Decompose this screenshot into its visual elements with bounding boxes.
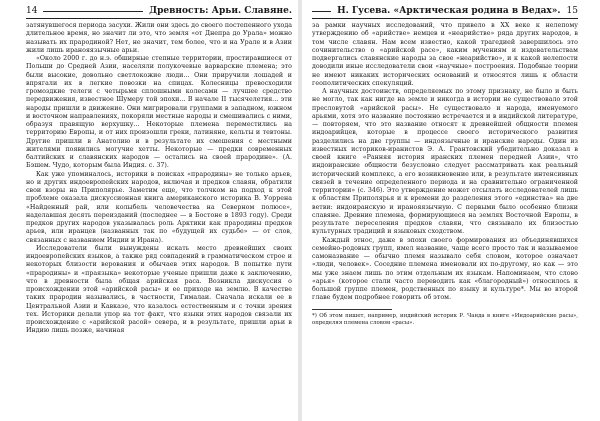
paragraph: Каждый этнос, даже в эпохи своего формирования из объединявшихся семейно-родовых групп, имел название, чаще всего просто так и называемое самоназвание — обычно племя называло себя словом, которое означает «люди, человек». Соседние племена именовали их по-другому, но как — это мы уже знаем лишь по этим отдельным их языкам. Напоминаем, что слово «арья» (которое стали часто переводить как «благородный») относилось к большой группе племен, родственных по языку и культуре*. Мы во второй главе будем подробнее говорить об этом.	[312, 236, 578, 302]
paragraph: за рамки научных исследований, что привело в XX веке к нелепому утверждению об «арийстве» немцев и «неарийстве» ряда других народов, в том числе славян. Нам всем известно, какой трагедией завершилось это сочинительство о «арийской расе», каким мучениям и издевательствам подвергались славянские народы за свое «неарийство», и к какой нелепости доводили иные исследователи свои «научные» построения. Подобные теории не имеют никаких исторических оснований и относятся лишь к области геополитических спекуляций.	[312, 22, 578, 87]
footnote-rule	[312, 309, 392, 310]
paragraph: Исследователи были вынуждены искать место древнейших своих индоевропейских языков, а также ряд совпадений в грамматическом строе и некоторых близости верования и обычаев этих народов. В попытке пути «прародины» и «праязыка» некоторые ученые пришли даже к заключению, что в древности была общая арийская раса. Возникла дискуссия о происхождении этой «арийской расы» и ее приходе на землю. В качестве таких прародин назывались, в частности, Гималаи. Сначала искали ее в Центральной Азии и Кавказе, что казалось естественным и с точки зрения тех. Историки делали упор на тот факт, что языки этих народов связали их происхождение с «арийской расой» севера, и в результате, пришли арьи в Индию лишь позже, начиная	[26, 244, 292, 335]
left-page-number: 14	[26, 6, 38, 16]
right-page-body	[312, 22, 578, 303]
right-page-running-title: Н. Гусева. «Арктическая родина в Ведах».	[337, 6, 561, 16]
left-page	[0, 0, 298, 421]
header-rule	[312, 11, 331, 12]
right-page-header	[312, 6, 578, 19]
right-page	[302, 0, 600, 421]
header-rule	[43, 11, 143, 12]
paragraph: затянувшегося периода засухи. Жили они здесь до своего постепенного ухода длительное время, но значит ли это, что земля «от Днепра до Урала» можно называть их прародиной? Нет, не значит, тем более, что и на Урале и в Азии жили лишь иранояязычные арьи.	[26, 22, 292, 54]
right-page-number: 15	[566, 6, 578, 16]
paragraph: Как уже упоминалось, историки в поисках «прародины» не только арьев, но и других индоевропейских народов, включая и предков славян, обратили свои взоры на Приполярье. Заметим еще, что толчком на подход к этой проблеме оказала дискуссионная книга американского историка В. Уоррена «Найденный рай, или колыбель человечества на Северном полюсе», наделавшая десять переизданий (последнее — в Бостоне в 1893 году). Среди предков других народов указывалась роль Арктики как прародины предков арьев, или иранцев (названных так по «будущей их судьбе» — от слов, связанных с названием Индии и Ирана).	[26, 170, 292, 244]
left-page-running-title: Древность: Арьи. Славяне.	[149, 6, 292, 16]
paragraph: А научных достоинств, определяемых по этому признаку, не было и быть не могло, так как нигде на земле и никогда в истории не существовало этой пресловутой «арийской расы». Не существовало и народа, именуемого арьями, хотя это название постоянно встречается и в индийской литературе, — повторяем, что это название относят к древнейшей общности племен индоарийцев, которые в процессе своего исторического развития разделились на две группы — индоязычные и иранские народы. Один из известных историков-иранистов Э. А. Грантовский убедительно доказал в своей книге «Ранняя история иранских племен передней Азии», что индоиранские общности безусловно следует рассматривать как реальный исторический комплекс, а его возникновение или, в результате интенсивных связей в течение определенного периода и на сравнительно ограниченной территории» (с. 346). Это утверждение может отсылать исследователей лишь к областям Приполярья и к времени до разделения этого «единства» на две ветви: индоиранскую и иранояязычную. С первыми было особенно близки славяне. Древние племена, формирующиеся на землях Восточной Европы, в результате переселения предков славян, что связывало их близостью культурных традиций и языковых сходством.	[312, 88, 578, 236]
footnote: *) Об этом пишет, например, индийский историк Р. Чанда в книге «Индоарийские расы», определяя племена словом «расы».	[312, 312, 578, 326]
paragraph: «Около 2000 г. до н.э. обширные степные территории, простиравшиеся от Польши до Средней Азии, населяли полукочевые варварские племена; это были высокие, довольно светлокожие люди... Они приручили лошадей и впрягали их в легкие повозки на спицах. Колесницы превосходили громоздкие телеги с четырьмя сплошными колесами — лучшее средство передвижения, известное Шумеру той эпохи... В начале II тысячелетия... эти народы пришли в движение. Они мигрировали группами в западном, южном и восточном направлениях, покоряли местные народы и смешивались с ними, образуя правящую верхушку... Некоторые племена переместились на территорию Европы, и от них произошли греки, латиняне, кельты и тевтоны. Другие пришли в Анатолию и в результате их смешения с местными жителями появились могучие хетты. Некоторые — предки современных балтийских и славянских народов — остались на своей прародине». (А. Бэшем. Чудо, которым была Индия. с. 37).	[26, 55, 292, 170]
left-page-header	[26, 6, 292, 19]
left-page-body	[26, 22, 292, 336]
